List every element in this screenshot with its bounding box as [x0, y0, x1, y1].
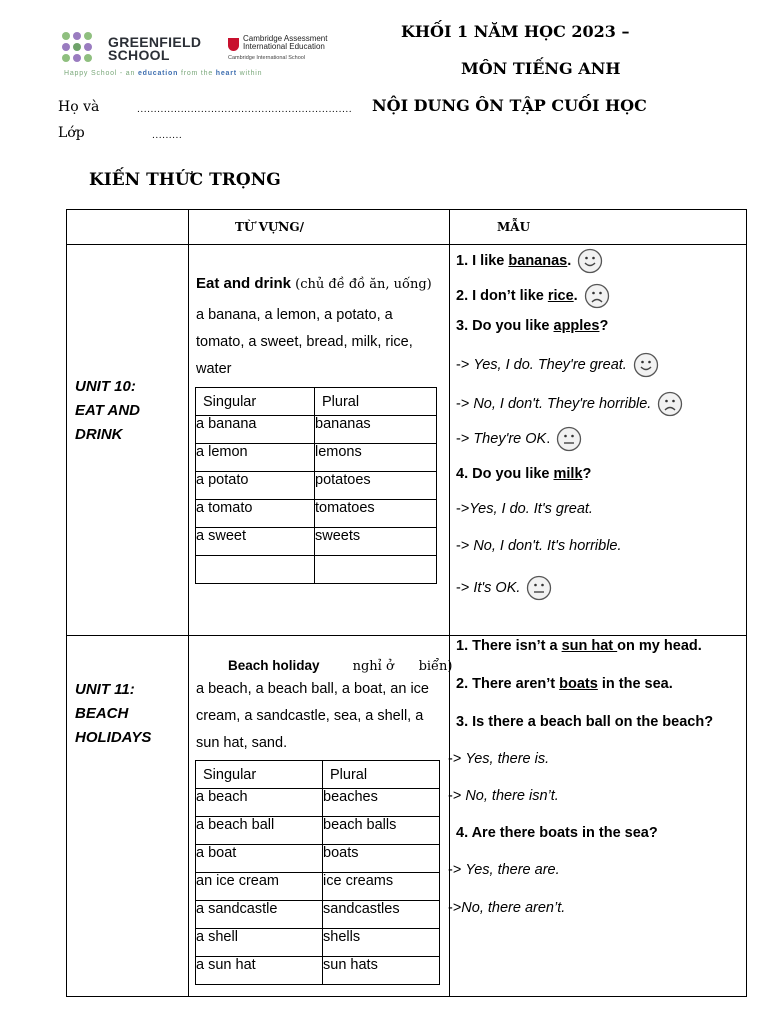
cambridge-shield-icon [228, 38, 239, 51]
cambridge-name: Cambridge Assessment International Education [243, 34, 328, 51]
smiley-face-icon [633, 352, 659, 378]
unit-10-topic: Eat and drink (chủ đề đồ ăn, uống) [196, 275, 432, 292]
pattern-ans: Yes, I do. It's great. [469, 501, 593, 517]
answer-line [448, 788, 559, 804]
pattern-post: on my head. [617, 638, 702, 654]
review-table [66, 209, 747, 997]
pattern-pre: 1. I like [456, 252, 509, 269]
unit-10-singular-plural-table [195, 387, 437, 584]
answer-line [456, 426, 582, 452]
section-title: KIẾN THỨC TRỌNG [89, 170, 281, 190]
table-row [196, 957, 440, 985]
question-line [456, 714, 713, 730]
plural-cell: sandcastles [323, 901, 440, 929]
answer-line [456, 352, 659, 378]
grade-year-title: KHỐI 1 NĂM HỌC 2023 – [401, 22, 630, 41]
pattern-ans: They're OK [473, 430, 547, 447]
pattern-arrow: -> [456, 356, 474, 373]
neutral-face-icon [556, 426, 582, 452]
pattern-ans: No, I don't. It's horrible. [473, 538, 622, 554]
pattern-post: ? [599, 318, 609, 334]
singular-cell: a beach ball [196, 817, 323, 845]
pattern-ans: No, there isn’t. [465, 788, 559, 804]
header-pattern: MẪU [450, 210, 747, 245]
table-row [196, 789, 440, 817]
unit-11-singular-plural-table [195, 760, 440, 985]
unit-11-label: UNIT 11: BEACH HOLIDAYS [75, 681, 152, 746]
school-name: GREENFIELD SCHOOL [108, 34, 202, 63]
question-line [456, 318, 608, 334]
pattern-pre: 3. Do you like [456, 318, 554, 334]
singular-cell: a sun hat [196, 957, 323, 985]
unit-10-pattern-cell [450, 245, 747, 636]
pattern-ans: Yes, there is. [465, 751, 550, 767]
neutral-face-icon [526, 575, 552, 601]
header-vocab: TỪ VỰNG/ [189, 210, 450, 245]
question-line [456, 283, 610, 309]
table-row [196, 416, 437, 444]
singular-cell: a beach [196, 789, 323, 817]
pattern-post: ? [582, 466, 592, 482]
table-row [196, 845, 440, 873]
pattern-ans: No, there aren’t. [461, 900, 566, 916]
pattern-post: . [567, 252, 572, 269]
pattern-arrow: -> [448, 788, 466, 804]
unit-10-vocab-cell [189, 245, 450, 636]
sad-face-icon [657, 391, 683, 417]
blank-cell [315, 556, 437, 584]
logo-dots-icon [62, 32, 102, 72]
plural-cell: potatoes [315, 472, 437, 500]
pattern-pre: 2. I don’t like [456, 287, 548, 304]
class-label: Lớp [58, 125, 85, 141]
singular-cell: a banana [196, 416, 315, 444]
singular-header: Singular [196, 761, 323, 789]
pattern-pre: 4. Do you like [456, 466, 554, 482]
plural-cell: ice creams [323, 873, 440, 901]
table-row [196, 901, 440, 929]
school-tagline: Happy School - an education from the heart within [64, 70, 263, 77]
pattern-arrow: -> [456, 501, 470, 517]
answer-line [456, 575, 552, 601]
singular-cell: a lemon [196, 444, 315, 472]
plural-header: Plural [323, 761, 440, 789]
plural-cell: sun hats [323, 957, 440, 985]
header-empty-cell [67, 210, 189, 245]
pattern-post: . [546, 430, 551, 447]
plural-header: Plural [315, 388, 437, 416]
answer-line [448, 751, 549, 767]
pattern-arrow: -> [456, 579, 474, 596]
answer-line [456, 501, 593, 517]
table-row [196, 472, 437, 500]
subject-title: MÔN TIẾNG ANH [461, 59, 621, 78]
table-row [196, 929, 440, 957]
plural-cell: lemons [315, 444, 437, 472]
pattern-u: bananas [508, 252, 568, 269]
plural-cell: beaches [323, 789, 440, 817]
school-logo [62, 30, 347, 80]
answer-line [456, 391, 683, 417]
name-field[interactable]: ................................................................ [137, 105, 353, 115]
pattern-arrow: -> [448, 862, 466, 878]
pattern-arrow: -> [456, 430, 474, 447]
pattern-ans: No, I don't. They're horrible. [473, 395, 652, 412]
unit-11-vocab-cell [189, 636, 453, 997]
question-line [456, 466, 591, 482]
smiley-face-icon [577, 248, 603, 274]
pattern-ans: It's OK. [473, 579, 521, 596]
plural-cell: shells [323, 929, 440, 957]
pattern-u: rice [547, 287, 574, 304]
answer-line [448, 900, 565, 916]
unit-10-word-list: a banana, a lemon, a potato, a tomato, a sweet, bread, milk, rice, water [196, 307, 413, 377]
pattern-arrow: -> [448, 751, 466, 767]
singular-cell: a potato [196, 472, 315, 500]
singular-cell: a shell [196, 929, 323, 957]
unit-11-cell [67, 636, 189, 997]
review-title: NỘI DUNG ÔN TẬP CUỐI HỌC [372, 96, 647, 115]
sad-face-icon [584, 283, 610, 309]
table-row [196, 817, 440, 845]
pattern-pre: 4. Are there boats in the sea? [456, 825, 658, 841]
pattern-post: . [573, 287, 578, 304]
pattern-pre: 1. There isn’t a [456, 638, 562, 654]
singular-cell: a sandcastle [196, 901, 323, 929]
plural-cell: beach balls [323, 817, 440, 845]
plural-cell: tomatoes [315, 500, 437, 528]
plural-cell: sweets [315, 528, 437, 556]
answer-line [448, 862, 560, 878]
singular-header: Singular [196, 388, 315, 416]
pattern-u: sun hat [561, 638, 618, 654]
cambridge-subtitle: Cambridge International School [228, 55, 306, 61]
table-row [196, 528, 437, 556]
plural-cell: boats [323, 845, 440, 873]
pattern-arrow: -> [456, 538, 474, 554]
pattern-u: boats [559, 676, 598, 692]
unit-11-word-list: a beach, a beach ball, a boat, an ice cream, a sandcastle, sea, a shell, a sun hat, sand. [196, 681, 429, 751]
singular-cell: an ice cream [196, 873, 323, 901]
singular-cell: a sweet [196, 528, 315, 556]
singular-cell: a tomato [196, 500, 315, 528]
pattern-ans: Yes, I do. They're great. [473, 356, 627, 373]
pattern-post: in the sea. [597, 676, 673, 692]
question-line [456, 825, 658, 841]
unit-11-pattern-cell [450, 636, 747, 997]
name-label: Họ và [58, 99, 100, 115]
unit-10-label: UNIT 10: EAT AND DRINK [75, 378, 140, 443]
pattern-pre: 2. There aren’t [456, 676, 560, 692]
blank-cell [196, 556, 315, 584]
table-row [196, 500, 437, 528]
pattern-ans: Yes, there are. [465, 862, 560, 878]
pattern-pre: 3. Is there a beach ball on the beach? [456, 714, 714, 730]
unit-10-cell [67, 245, 189, 636]
singular-cell: a boat [196, 845, 323, 873]
pattern-u: apples [553, 318, 600, 334]
answer-line [456, 538, 622, 554]
plural-cell: bananas [315, 416, 437, 444]
table-row [196, 444, 437, 472]
pattern-arrow: -> [448, 900, 462, 916]
class-field[interactable]: ......... [152, 131, 183, 141]
question-line [456, 638, 702, 654]
table-row [196, 873, 440, 901]
pattern-arrow: -> [456, 395, 474, 412]
question-line [456, 248, 603, 274]
question-line [456, 676, 673, 692]
pattern-u: milk [553, 466, 583, 482]
unit-11-topic: Beach holiday nghỉ ở biển) [228, 658, 453, 674]
